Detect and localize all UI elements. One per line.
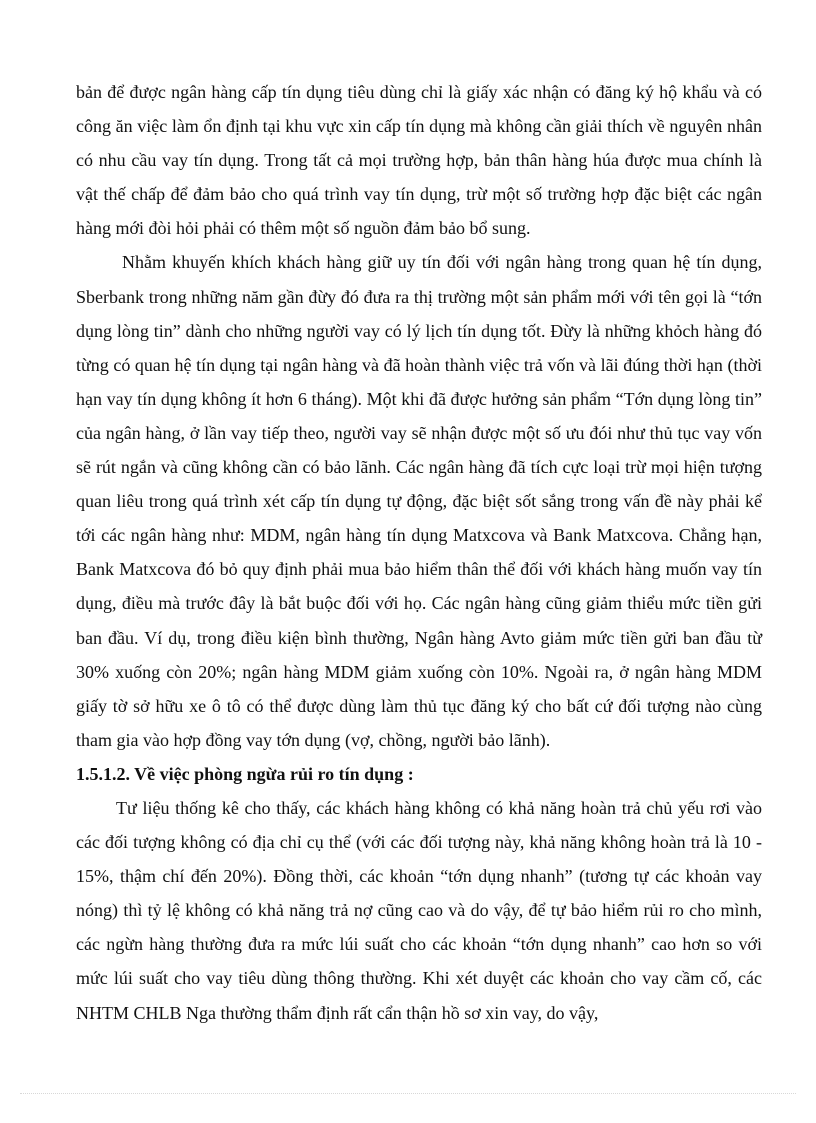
paragraph-risk-prevention: Tư liệu thống kê cho thấy, các khách hàng không có khả năng hoàn trả chủ yếu rơi vào các đối tượng không có địa chỉ cụ thể (với các đối tượng này, khả năng không hoàn trả là 10 - 15%, thậm chí đến 20%). Đồng thời, các khoản “tớn dụng nhanh” (tương tự các khoản vay nóng) thì tỷ lệ không có khả năng trả nợ cũng cao và do vậy, để tự bảo hiểm rủi ro cho mình, các ngừn hàng thường đưa ra mức lúi suất cho các khoản “tớn dụng nhanh” cao hơn so với mức lúi suất cho vay tiêu dùng thông thường. Khi xét duyệt các khoản cho vay cầm cố, các NHTM CHLB Nga thường thẩm định rất cẩn thận hồ sơ xin vay, do vậy, xyxy=(76,797,762,1023)
paragraph-trust-credit-product: Nhằm khuyến khích khách hàng giữ uy tín đối với ngân hàng trong quan hệ tín dụng, Sberbank trong những năm gần đừy đó đưa ra thị trường một sản phẩm mới với tên gọi là “tớn dụng lòng tin” dành cho những người vay có lý lịch tín dụng tốt. Đừy là những khỏch hàng đó từng có quan hệ tín dụng tại ngân hàng và đã hoàn thành việc trả vốn và lãi đúng thời hạn (thời hạn vay tín dụng không ít hơn 6 tháng). Một khi đã được hưởng sản phẩm “Tớn dụng lòng tin” của ngân hàng, ở lần vay tiếp theo, người vay sẽ nhận được một số ưu đói như thủ tục vay vốn sẽ rút ngắn và cũng không cần có bảo lãnh. Các ngân hàng đã tích cực loại trừ mọi hiện tượng quan liêu trong quá trình xét cấp tín dụng tự động, đặc biệt sốt sắng trong vấn đề này phải kể tới các ngân hàng như: MDM, ngân hàng tín dụng Matxcova và Bank Matxcova. Chẳng hạn, Bank Matxcova đó bỏ quy định phải mua bảo hiểm thân thể đối với khách hàng muốn vay tín dụng, điều mà trước đây là bắt buộc đối với họ. Các ngân hàng cũng giảm thiểu mức tiền gửi ban đầu. Ví dụ, trong điều kiện bình thường, Ngân hàng Avto giảm mức tiền gửi ban đầu từ 30% xuống còn 20%; ngân hàng MDM giảm xuống còn 10%. Ngoài ra, ở ngân hàng MDM giấy tờ sở hữu xe ô tô có thể được dùng làm thủ tục đăng ký cho bất cứ đối tượng nào cùng tham gia vào hợp đồng vay tớn dụng (vợ, chồng, người bảo lãnh). xyxy=(76,252,762,750)
page-bottom-divider xyxy=(20,1093,796,1094)
document-page xyxy=(76,75,762,1030)
paragraph-consumer-credit-requirements: bản để được ngân hàng cấp tín dụng tiêu dùng chỉ là giấy xác nhận có đăng ký hộ khẩu và có công ăn việc làm ổn định tại khu vực xin cấp tín dụng mà không cần giải thích về nguyên nhân có nhu cầu vay tín dụng. Trong tất cả mọi trường hợp, bản thân hàng húa được mua chính là vật thế chấp để đảm bảo cho quá trình vay tín dụng, trừ một số trường hợp đặc biệt các ngân hàng mới đòi hỏi phải có thêm một số nguồn đảm bảo bổ sung. xyxy=(76,82,762,239)
section-heading: 1.5.1.2. Về việc phòng ngừa rủi ro tín dụng : xyxy=(76,763,414,784)
